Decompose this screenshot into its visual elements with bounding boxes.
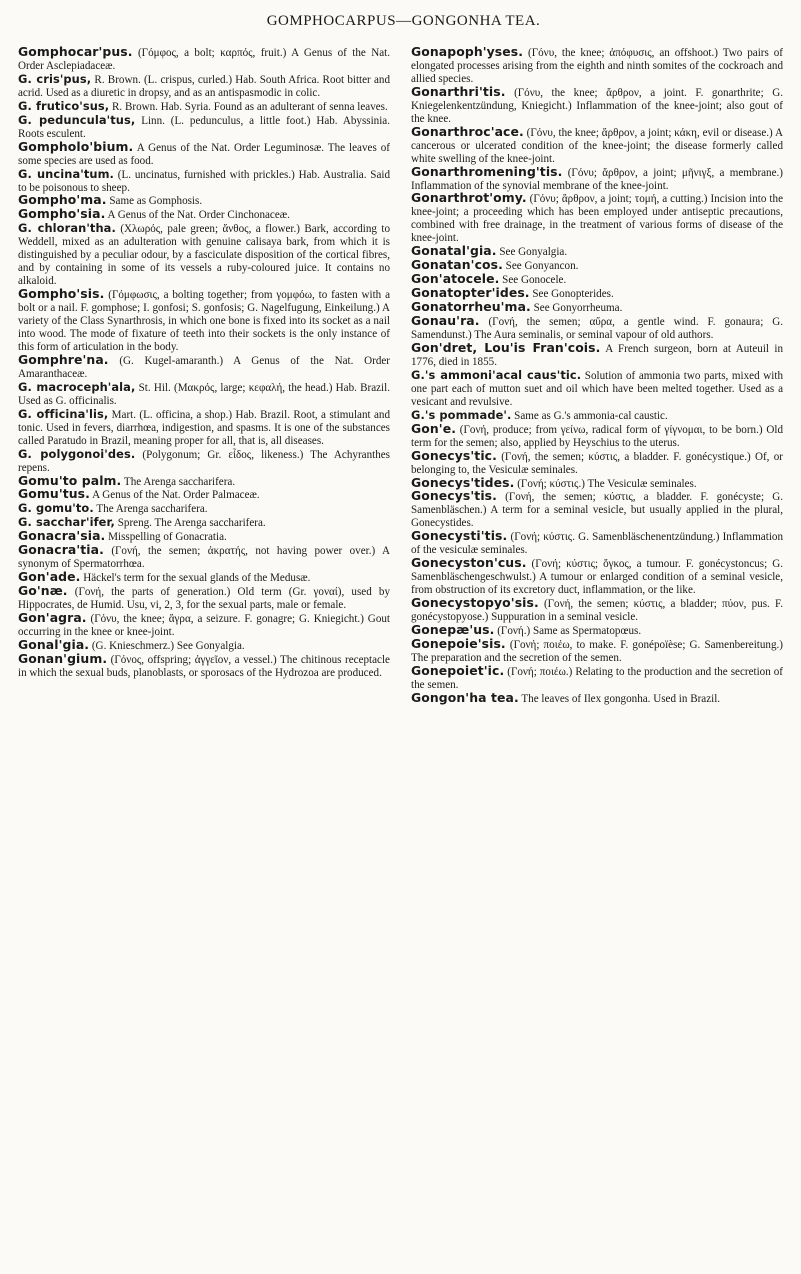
dictionary-entry: [18, 222, 390, 288]
entry-definition: See Gonyorrheuma.: [530, 302, 623, 315]
entry-definition: (G. Kugel-amaranth.) A Genus of the Nat. Order Amaranthaceæ.: [18, 354, 390, 380]
entry-headword: Gon'ade.: [18, 569, 81, 585]
dictionary-entry: [411, 192, 783, 245]
dictionary-entry: [18, 208, 390, 222]
entry-definition: Same as Gomphosis.: [106, 195, 203, 208]
entry-definition: (Γονή; ποιέω.) Relating to the production and the secretion of the semen.: [411, 665, 783, 691]
entry-definition: Mart. (L. officina, a shop.) Hab. Brazil. Root, a stimulant and tonic. Used in fevers, diarrhœa, indigestion, and spasms. It is one of the substances called Paratudo in Brazil, meaning proper for all, that is, all diseases.: [18, 408, 390, 447]
dictionary-entry: [18, 408, 390, 448]
entry-definition: (Γόνυ, the knee; ἄρθρον, a joint. F. gonarthrite; G. Kniegelenkentzündung, Kniegicht.) Inflammation of the knee-joint; also gout of the knee.: [411, 86, 783, 125]
entry-definition: (G. Knieschmerz.) See Gonyalgia.: [89, 639, 245, 652]
entry-definition: (Γονή, the semen; κύστις, a bladder; πύον, pus. F. gonécystopyose.) Suppuration in a seminal vesicle.: [411, 598, 783, 624]
entry-headword: G. gomu'to.: [18, 501, 94, 516]
entry-definition: (L. uncinatus, furnished with prickles.) Hab. Australia. Said to be poisonous to sheep.: [18, 168, 391, 194]
dictionary-entry: [411, 409, 783, 423]
entry-definition: St. Hil. (Μακρός, large; κεφαλή, the head.) Hab. Brazil. Used as G. officinalis.: [18, 381, 390, 407]
entry-definition: A Genus of the Nat. Order Cinchonaceæ.: [105, 209, 290, 222]
entry-headword: Gongon'ha tea.: [411, 689, 519, 705]
entry-headword: Gonarthri'tis.: [411, 83, 506, 99]
entry-definition: The Arenga saccharifera.: [93, 503, 208, 516]
entry-headword: Gonatorrheu'ma.: [411, 299, 531, 315]
entry-definition: (Γόνος, offspring; ἀγγεῖον, a vessel.) The chitinous receptacle in which the sexual buds, planoblasts, or sporosacs of the Hydrozoa are produced.: [18, 653, 390, 679]
entry-definition: See Gonopterides.: [529, 288, 614, 301]
dictionary-entry: [18, 138, 390, 168]
entry-definition: The Arenga saccharifera.: [121, 475, 236, 488]
dictionary-entry: [18, 585, 390, 612]
entry-headword: Gompholo'bium.: [18, 138, 134, 154]
entry-definition: (Γόνυ, the knee; ἀπόφυσις, an offshoot.) Two pairs of elongated processes arising from the eighth and ninth somites of the cockroach and allied species.: [411, 47, 783, 85]
dictionary-entry: [411, 689, 783, 706]
dictionary-entry: [411, 530, 783, 557]
entry-headword: G. frutico'sus,: [18, 98, 110, 113]
entry-definition: Misspelling of Gonacratia.: [105, 531, 227, 544]
entry-definition: (Γονή, the semen; αὔρα, a gentle wind. F. gonaura; G. Samendunst.) The Aura seminalis, or seminal vapour of old authors.: [411, 316, 783, 342]
dictionary-entry: [18, 100, 390, 114]
entry-definition: (Γονή, produce; from γείνω, radical form of γίγνομαι, to be born.) Old term for the semen; also, applied by Heyschius to the uterus.: [411, 423, 783, 449]
entry-definition: (Γονή; κύστις.) The Vesiculæ seminales.: [514, 477, 697, 490]
entry-headword: G. cris'pus,: [18, 71, 92, 86]
dictionary-entry: [411, 46, 783, 86]
entry-headword: Gomu'tus.: [18, 486, 90, 502]
entry-definition: (Γόμφος, a bolt; καρπός, fruit.) A Genus of the Nat. Order Asclepiadaceæ.: [18, 47, 390, 72]
entry-headword: Gonarthrot'omy.: [411, 190, 527, 206]
entry-definition: See Gonocele.: [499, 274, 567, 287]
entry-headword: Gompho'sia.: [18, 206, 106, 222]
entry-headword: Gonacra'tia.: [18, 542, 104, 558]
entry-headword: Gomphocar'pus.: [18, 44, 133, 59]
entry-headword: G. chloran'tha.: [18, 221, 116, 236]
entry-headword: G. macroceph'ala,: [18, 379, 136, 394]
entry-definition: See Gonyancon.: [502, 260, 579, 273]
dictionary-entry: [18, 351, 390, 381]
entry-definition: Linn. (L. pedunculus, a little foot.) Hab. Abyssinia. Roots esculent.: [18, 114, 390, 140]
entry-headword: Gonatan'cos.: [411, 257, 503, 273]
entry-definition: The leaves of Ilex gongonha. Used in Brazil.: [518, 692, 721, 705]
entry-headword: Gomu'to palm.: [18, 472, 122, 488]
entry-headword: Gonecys'tic.: [411, 447, 497, 463]
dictionary-entry: [18, 612, 390, 639]
entry-headword: Gonatal'gia.: [411, 243, 497, 259]
entry-headword: Gonepæ'us.: [411, 621, 495, 637]
dictionary-entry: [18, 502, 390, 516]
entry-definition: (Γονή; κύστις. G. Samenbläschenentzündung.) Inflammation of the vesiculæ seminales.: [411, 531, 783, 557]
entry-headword: Gonecystopyo'sis.: [411, 595, 539, 611]
entry-headword: Gon'e.: [411, 420, 457, 436]
entry-headword: Go'næ.: [18, 583, 68, 599]
entry-headword: G. sacchar'ifer,: [18, 515, 115, 530]
entry-definition: A Genus of the Nat. Order Leguminosæ. The leaves of some species are used as food.: [18, 141, 390, 167]
dictionary-entry: [411, 339, 783, 369]
entry-definition: (Γόνυ; ἄρθρον, a joint; μῆνιγξ, a membrane.) Inflammation of the synovial membrane of the knee-joint.: [411, 166, 783, 192]
text-columns: [18, 46, 783, 706]
entry-headword: Gonecys'tis.: [411, 488, 497, 504]
dictionary-entry: [411, 490, 783, 530]
entry-headword: Gonal'gia.: [18, 636, 90, 652]
dictionary-entry: [411, 369, 783, 409]
entry-headword: G. uncina'tum.: [18, 166, 114, 181]
entry-headword: Gonepoiet'ic.: [411, 662, 505, 678]
entry-definition: A Genus of the Nat. Order Palmaceæ.: [89, 489, 260, 502]
dictionary-entry: [411, 557, 783, 597]
dictionary-entry: [18, 650, 390, 680]
entry-definition: R. Brown. Hab. Syria. Found as an adulterant of senna leaves.: [109, 100, 388, 113]
entry-definition: (Γονή, the semen; ἀκρατής, not having power over.) A synonym of Spermatorrhœa.: [18, 545, 390, 571]
dictionary-entry: [411, 163, 783, 193]
entry-definition: Häckel's term for the sexual glands of the Medusæ.: [80, 572, 311, 585]
entry-definition: A French surgeon, born at Auteuil in 1776, died in 1855.: [411, 342, 783, 368]
dictionary-entry: [18, 381, 390, 408]
entry-headword: Gonarthromening'tis.: [411, 163, 563, 179]
entry-headword: Gonapoph'yses.: [411, 44, 524, 59]
entry-headword: Gonatopter'ides.: [411, 285, 530, 301]
dictionary-entry: [411, 123, 783, 166]
entry-definition: (Γόμφωσις, a bolting together; from γομφόω, to fasten with a bolt or a nail. F. gomphose; I. gonfosi; S. gonfosis; G. Nagelfugung, Einkeilung.) A variety of the Class Synarthrosis, in which one bone is fixed into its socket as a nail into wood. The mode of fixature of teeth into their sockets is the only instance of this form of articulation in the body.: [18, 289, 390, 353]
entry-definition: R. Brown. (L. crispus, curled.) Hab. South Africa. Root bitter and acrid. Used as a diuretic in dropsy, and as an antispasmodic in colic.: [18, 73, 390, 99]
entry-headword: Gon'dret, Lou'is Fran'cois.: [411, 339, 601, 355]
entry-headword: Gonarthroc'ace.: [411, 123, 524, 139]
entry-headword: Gonacra'sia.: [18, 528, 106, 544]
entry-headword: G.'s ammoni'acal caus'tic.: [411, 367, 582, 382]
dictionary-entry: [411, 597, 783, 624]
entry-headword: G.'s pommade'.: [411, 407, 512, 422]
dictionary-entry: [411, 420, 783, 450]
entry-headword: Gompho'sis.: [18, 286, 105, 302]
entry-headword: Gonepoie'sis.: [411, 635, 506, 651]
entry-definition: See Gonyalgia.: [496, 246, 568, 259]
entry-definition: (Γονή, the parts of generation.) Old term (Gr. γοναί), used by Hippocrates, de Humid. Usu, vi, 2, 3, for the sexual parts, male or female.: [18, 586, 390, 612]
entry-definition: Same as G.'s ammonia-cal caustic.: [511, 409, 668, 422]
entry-definition: (Γόνυ; ἄρθρον, a joint; τομή, a cutting.) Incision into the knee-joint; a proceeding which has been employed under antiseptic precautions, combined with free drainage, in the treatment of various forms of disease of the knee-joint.: [411, 193, 783, 245]
entry-definition: (Γονή.) Same as Spermatopœus.: [494, 624, 642, 637]
dictionary-entry: [18, 448, 390, 475]
dictionary-entry: [18, 114, 390, 141]
entry-definition: (Γόνυ, the knee; ἄρθρον, a joint; κάκη, evil or disease.) A cancerous or ulcerated condition of the knee-joint; the disease formerly called white swelling of the knee-joint.: [411, 126, 783, 165]
dictionary-entry: [18, 544, 390, 571]
entry-headword: Gompho'ma.: [18, 192, 107, 208]
dictionary-entry: [411, 447, 783, 477]
dictionary-entry: [18, 168, 390, 195]
entry-headword: G. polygonoi'des.: [18, 446, 136, 461]
entry-headword: Gonecyston'cus.: [411, 555, 527, 571]
dictionary-entry: [18, 288, 390, 354]
dictionary-entry: [411, 83, 783, 126]
entry-headword: G. peduncula'tus,: [18, 112, 136, 127]
entry-definition: Spreng. The Arenga saccharifera.: [114, 517, 266, 530]
running-head: GOMPHOCARPUS—GONGONHA TEA.: [266, 13, 541, 29]
entry-definition: Solution of ammonia two parts, mixed with one part each of mutton suet and oil which have been melted together. Used as a vesicant and revulsive.: [411, 369, 783, 408]
entry-headword: Gonan'gium.: [18, 650, 108, 666]
left-column: [18, 46, 390, 706]
dictionary-entry: [18, 73, 390, 100]
dictionary-entry: [18, 488, 390, 502]
entry-headword: Gonau'ra.: [411, 313, 480, 329]
entry-headword: G. officina'lis,: [18, 406, 109, 421]
entry-headword: Gonecys'tides.: [411, 474, 515, 490]
dictionary-entry: [411, 635, 783, 665]
dictionary-entry: [18, 46, 390, 73]
dictionary-entry: [18, 571, 390, 585]
entry-definition: (Γονή; κύστις; ὄγκος, a tumour. F. gonécystoncus; G. Samenbläschengeschwulst.) A tumour or enlarged condition of a seminal vesicle, from obstruction of its excretory duct, inflammation, or the like.: [411, 558, 783, 597]
entry-headword: Gon'atocele.: [411, 271, 500, 287]
entry-definition: (Γόνυ, the knee; ἄγρα, a seizure. F. gonagre; G. Kniegicht.) Gout occurring in the knee or knee-joint.: [18, 613, 390, 638]
entry-definition: (Polygonum; Gr. εἶδος, likeness.) The Achyranthes repens.: [18, 448, 390, 474]
dictionary-entry: [411, 662, 783, 692]
entry-headword: Gon'agra.: [18, 610, 87, 626]
entry-definition: (Χλωρός, pale green; ἄνθος, a flower.) Bark, according to Weddell, mixed as an adulteration with genuine calisaya bark, from which it is distinguished by a peculiar odour, by a fasciculate disposition of the cortical fibres, and by containing in some of its vessels a ruby-coloured juice. It contains no alkaloid.: [18, 223, 390, 288]
entry-definition: (Γονή, the semen; κύστις, a bladder. F. gonécystique.) Of, or belonging to, the Vesiculæ seminales.: [411, 450, 783, 476]
entry-headword: Gonecysti'tis.: [411, 528, 508, 544]
right-column: [411, 46, 783, 706]
entry-headword: Gomphre'na.: [18, 351, 109, 367]
entry-definition: (Γονή, the semen; κύστις, a bladder. F. gonécyste; G. Samenbläschen.) A term for a seminal vesicle, but usually applied in the plural, Gonecystides.: [411, 491, 783, 530]
entry-definition: (Γονή; ποιέω, to make. F. gonépoïèse; G. Samenbereitung.) The preparation and the secretion of the semen.: [411, 638, 783, 664]
dictionary-entry: [411, 315, 783, 342]
